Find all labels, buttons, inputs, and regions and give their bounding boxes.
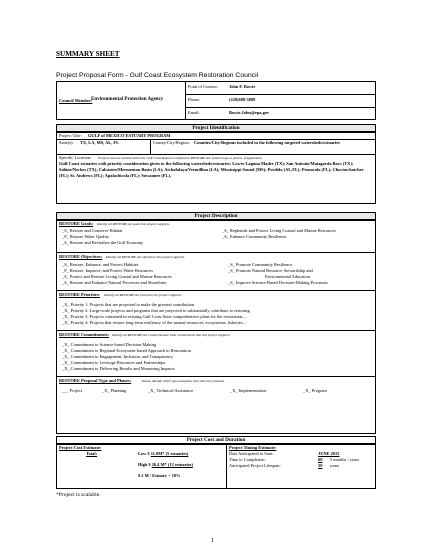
commitments-hint: Identify all RESTORE Act Comprehensive Plan commitments that this project supports.: [112, 333, 231, 337]
phase-item: _X_ Implementation: [230, 388, 267, 393]
start-label: Date Anticipated to Start:: [229, 451, 274, 456]
cost-per-estuary: $ 2 M / Estuary + 10%: [138, 473, 181, 478]
form-title: Project Proposal Form - Gulf Coast Ecosystem Restoration Council: [56, 72, 259, 79]
timing-label: Project Timing Estimate:: [229, 445, 277, 450]
completion-value: 60: [318, 457, 323, 462]
objective-item: _P_ Restore, Improve, and Protect Water Resources: [62, 268, 154, 273]
cost-low: [138, 451, 188, 456]
objective-item: _S_ Promote Community Resilience: [228, 262, 293, 267]
commitment-item: _X_ Commitment to Science-based Decision Making: [62, 342, 157, 347]
objective-item: _S_ Restore, Enhance, and Protect Habitats: [62, 262, 139, 267]
objective-item: _S_ Improve Science-Based Decision-Making Processes: [228, 280, 328, 285]
title-value: GULF of MEXICO ESTUARY PROGRAM: [88, 133, 171, 138]
cost-estimate-label: Project Cost Estimate:: [59, 445, 102, 450]
objective-item: _S_ Promote Natural Resource Stewardship and: [228, 268, 313, 273]
council-member-value: Environmental Protection Agency: [91, 97, 164, 102]
location-text: Gulf Coast estuaries with priority consideration given to the following watersheds/estuaries: Lower Laguna Madre (TX); San Antonio/Matagorda Bays (TX); Sabine/Neches (TX); Calcasieu/Mermentau Basin (LA); Atchafalaya/Vermillion (LA); Mississippi Sound (MS); Perdido (AL,FL); Pensacola (FL); Choctawhatchee (FL); St. Andrews (FL); Apalachicola (FL); Suwannee (FL).: [59, 161, 364, 178]
priority-item: _X_ Priority 4: Projects that restore long-term resiliency of the natural resources, ecosystems, fisheries...: [62, 320, 246, 325]
goal-item: _P_ Restore Water Quality: [62, 234, 109, 239]
cost-header: Project Cost and Duration: [56, 436, 376, 444]
start-value: JUNE 2015: [318, 451, 340, 456]
proposal-type-hint: Please identify which type and phase best suits this proposal: [142, 379, 225, 383]
proposal-type-label: RESTORE Proposal Type and Phases:: [59, 378, 132, 383]
summary-title: SUMMARY SHEET: [56, 50, 120, 58]
poc-value: John F. Bowie: [229, 84, 256, 89]
council-member-label: Council Member:: [59, 98, 93, 103]
location-label: Specific Location:: [59, 155, 92, 160]
goals-hint: Identify all RESTORE Act goals this project supports.: [97, 222, 170, 226]
goal-item: _S_ Restore and Revitalize the Gulf Economy: [62, 240, 144, 245]
states-label: State(s):: [59, 140, 74, 145]
poc-label: Point of Contact:: [188, 84, 219, 89]
identification-header: Project Identification: [56, 124, 376, 132]
priority-item: _X_ Priority 2: Large-scale projects and programs that are projected to substantially contribute to restoring: [62, 308, 250, 313]
phase-item: _X_ Technical Assistance: [148, 388, 194, 393]
phase-item: ___ Project: [62, 388, 83, 393]
cost-total-label: Total:: [86, 451, 98, 456]
goal-item: _S_ Replenish and Protect Living Coastal and Marine Resources: [222, 228, 336, 233]
commitment-item: _X_ Commitment to Leverage Resources and Partnerships: [62, 360, 166, 365]
cost-high: [138, 462, 193, 467]
lifespan-label: Anticipated Project Lifespan:: [229, 463, 281, 468]
footnote: *Project is scalable.: [56, 492, 101, 498]
commitments-label: RESTORE Commitments:: [59, 332, 110, 337]
priority-item: _X_ Priority 3: Projects contained in existing Gulf Coast State comprehensive plans for the restoration....: [62, 314, 247, 319]
objective-item: Environmental Education: [265, 274, 310, 279]
completion-units: 5 months / years: [330, 457, 359, 462]
email-value: Bowie.John@epa.gov: [229, 110, 270, 115]
objectives-label: RESTORE Objectives:: [59, 254, 103, 259]
commitment-item: _X_ Commitment to Engagement, Inclusion, and Transparency: [62, 354, 174, 359]
cost-high-label: High $: [138, 462, 151, 467]
title-label: Project Title:: [59, 133, 82, 138]
priorities-hint: Identify all RESTORE Act priorities this project supports.: [104, 293, 183, 297]
goal-item: _S_ Restore and Conserve Habitat: [62, 228, 123, 233]
completion-label: Time to Completion:: [229, 457, 266, 462]
lifespan-units: years: [330, 463, 340, 468]
commitment-item: _X_ Commitment to Regional Ecosystem-based Approach to Restoration: [62, 348, 191, 353]
objective-item: _S_ Protect and Restore Living Coastal and Marine Resources: [62, 274, 172, 279]
county-label: County/City/Region:: [153, 140, 190, 145]
cost-low-value: 11.0M* (5 estuaries): [150, 451, 189, 456]
goals-label: RESTORE Goals:: [59, 221, 94, 226]
objectives-hint: Identify all RESTORE Act objectives this project supports.: [106, 255, 186, 259]
phase-item: _X_ Program: [303, 388, 327, 393]
lifespan-value: 50: [318, 463, 323, 468]
email-label: Email:: [188, 110, 200, 115]
location-hint: Projects must be located within the Gulf Coast Region as defined in RESTORE Act. (attach map or photos, if applicable): [98, 156, 262, 160]
priority-item: _X_ Priority 1: Projects that are projected to make the greatest contribution: [62, 302, 195, 307]
states-value: TX, LA, MS, AL, FL: [80, 140, 120, 145]
objective-item: _S_ Restore and Enhance Natural Processes and Shorelines: [62, 280, 167, 285]
description-header: Project Description: [56, 212, 376, 220]
phase-item: _X_ Planning: [102, 388, 127, 393]
phone-label: Phone:: [188, 97, 201, 102]
page-number: 1: [211, 537, 215, 544]
cost-high-value: 26.4 M* (12 estuaries): [151, 462, 193, 467]
commitment-item: _X_ Commitment to Delivering Results and Measuring Impacts: [62, 366, 175, 371]
cost-low-label: Low $: [138, 451, 150, 456]
county-value: Counties/City/Regions included in the following targeted watersheds/estuaries: [194, 140, 340, 145]
priorities-label: RESTORE Priorities:: [59, 292, 101, 297]
phone-value: (228)688-3888: [229, 97, 256, 102]
goal-item: _S_ Enhance Community Resilience: [222, 234, 287, 239]
